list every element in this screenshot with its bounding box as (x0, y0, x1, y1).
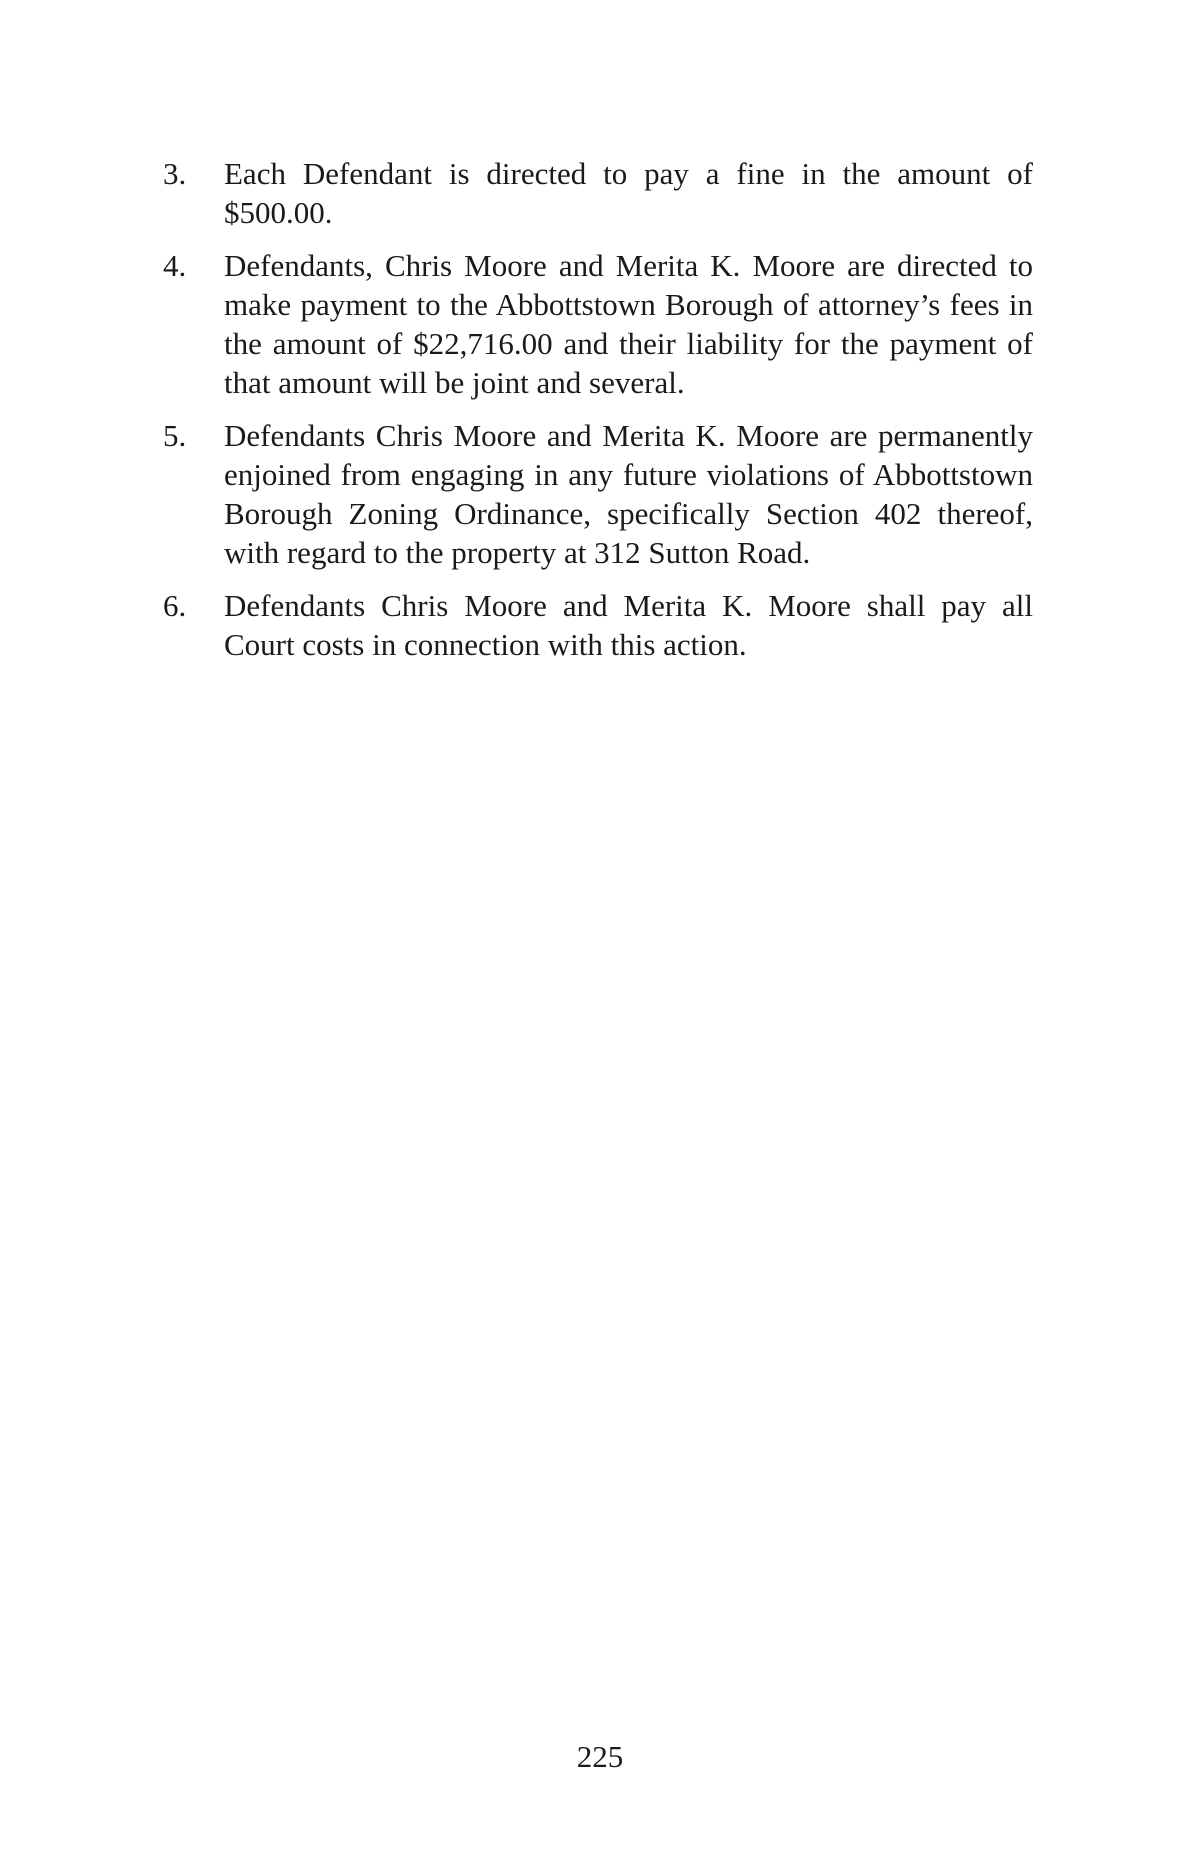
item-text: Defendants, Chris Moore and Merita K. Moore are directed to make payment to the Abbottstown Borough of attorney’s fees in the amount of $22,716.00 and their liability for the payment of that amount will be joint and several. (224, 248, 1033, 400)
item-number: 6. (163, 588, 187, 623)
item-text: Defendants Chris Moore and Merita K. Moore shall pay all Court costs in connection with this action. (224, 588, 1033, 662)
numbered-list (163, 154, 1033, 678)
item-text: Each Defendant is directed to pay a fine in the amount of $500.00. (224, 156, 1033, 230)
item-number: 4. (163, 248, 187, 283)
list-item (163, 154, 1033, 232)
list-item (163, 416, 1033, 572)
item-number: 3. (163, 156, 187, 191)
list-item (163, 586, 1033, 664)
page-number: 225 (576, 1739, 624, 1774)
item-text: Defendants Chris Moore and Merita K. Moore are permanently enjoined from engaging in any future violations of Abbottstown Borough Zoning Ordinance, specifically Section 402 thereof, with regard to the property at 312 Sutton Road. (224, 418, 1033, 570)
item-number: 5. (163, 418, 187, 453)
list-item (163, 246, 1033, 402)
